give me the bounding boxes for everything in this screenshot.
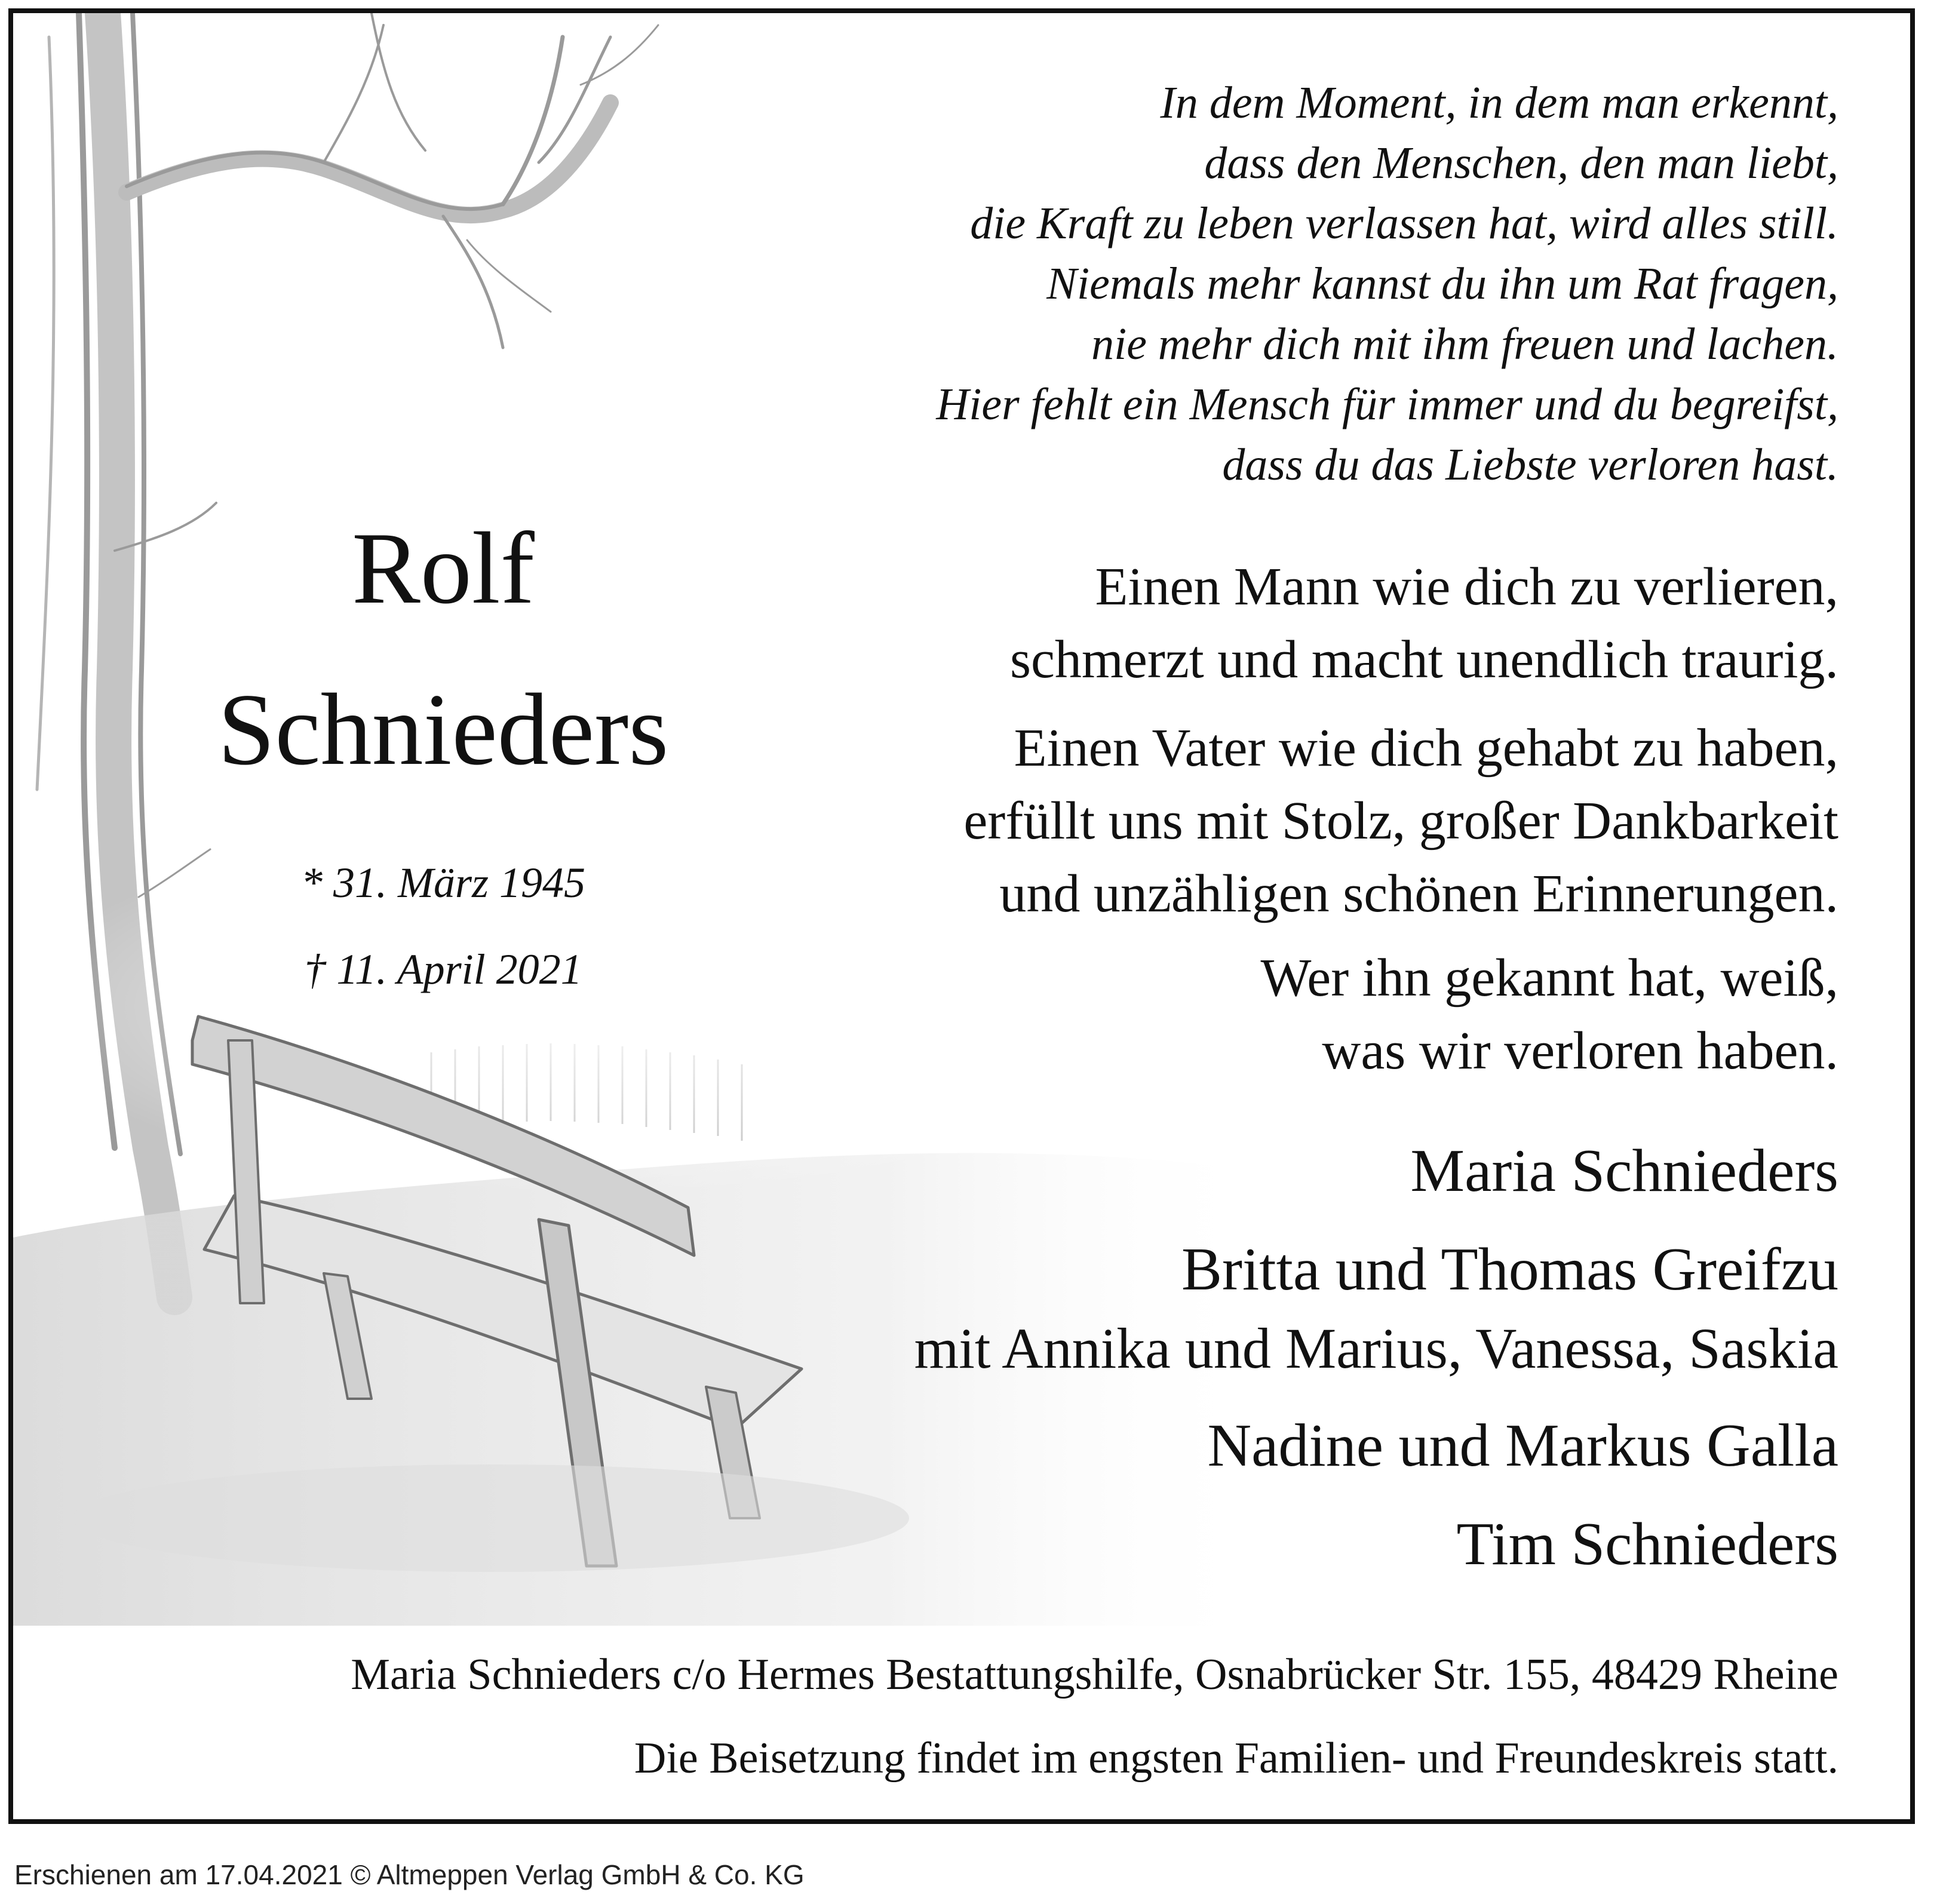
mourner-name: Tim Schnieders [1456, 1510, 1838, 1578]
poem-line: Hier fehlt ein Mensch für immer und du begreifst, [936, 379, 1838, 429]
tribute-block [644, 551, 1838, 696]
obituary-frame [8, 8, 1915, 1824]
death-date: † 11. April 2021 [304, 945, 582, 993]
poem-line: dass den Menschen, den man liebt, [1204, 138, 1838, 188]
burial-note: Die Beisetzung findet im engsten Familien- und Freundeskreis statt. [634, 1734, 1838, 1783]
contact-address: Maria Schnieders c/o Hermes Bestattungshilfe, Osnabrücker Str. 155, 48429 Rheine [351, 1650, 1838, 1699]
tribute-line: erfüllt uns mit Stolz, großer Dankbarkeit [963, 791, 1838, 850]
poem-line: In dem Moment, in dem man erkennt, [1160, 78, 1838, 128]
tribute-line: Wer ihn gekannt hat, weiß, [1260, 948, 1838, 1008]
tribute-line: und unzähligen schönen Erinnerungen. [999, 864, 1838, 923]
deceased-last-name: Schnieders [217, 673, 669, 787]
tribute-line: was wir verloren haben. [1322, 1021, 1838, 1080]
mourner-name: Nadine und Markus Galla [1207, 1412, 1838, 1479]
poem-line: nie mehr dich mit ihm freuen und lachen. [1091, 319, 1838, 369]
mourner-name: Maria Schnieders [1410, 1137, 1838, 1205]
mourner-name: mit Annika und Marius, Vanessa, Saskia [914, 1316, 1838, 1380]
tribute-block [644, 712, 1838, 930]
publication-credit: Erschienen am 17.04.2021 © Altmeppen Verlag GmbH & Co. KG [14, 1859, 805, 1890]
tribute-line: schmerzt und macht unendlich traurig. [1009, 630, 1838, 689]
poem [704, 73, 1838, 495]
tribute-line: Einen Mann wie dich zu verlieren, [1095, 557, 1838, 616]
tribute-block [644, 942, 1838, 1088]
deceased-first-name: Rolf [352, 512, 535, 625]
poem-line: Niemals mehr kannst du ihn um Rat fragen, [1046, 259, 1838, 309]
tribute-line: Einen Vater wie dich gehabt zu haben, [1014, 718, 1838, 778]
poem-line: dass du das Liebste verloren hast. [1222, 440, 1838, 490]
birth-date: * 31. März 1945 [300, 859, 585, 907]
mourner-name: Britta und Thomas Greifzu [1181, 1236, 1838, 1303]
poem-line: die Kraft zu leben verlassen hat, wird alles still. [970, 198, 1838, 248]
